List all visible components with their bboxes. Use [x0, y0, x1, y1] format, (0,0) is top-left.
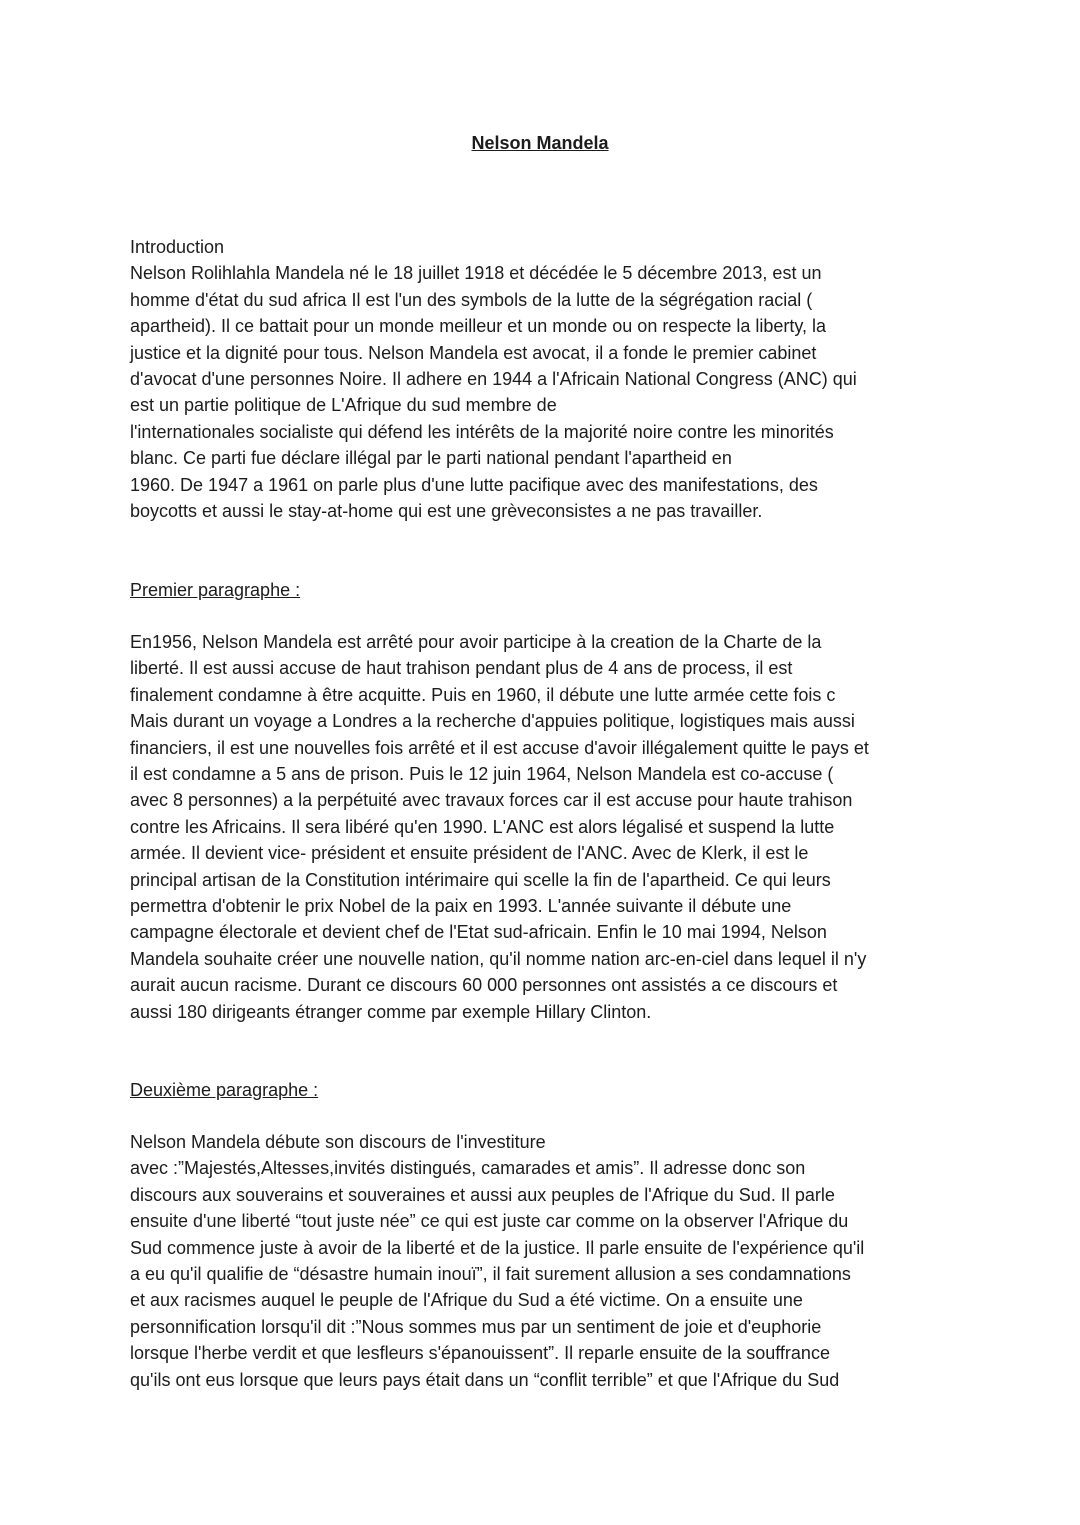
document-title: Nelson Mandela [471, 133, 609, 153]
intro-line: d'avocat d'une personnes Noire. Il adhere en 1944 a l'Africain National Congress (ANC) qui [130, 369, 857, 390]
premier-line: permettra d'obtenir le prix Nobel de la paix en 1993. L'année suivante il débute une [130, 896, 792, 917]
premier-line: avec 8 personnes) a la perpétuité avec travaux forces car il est accuse pour haute trahison [130, 790, 853, 811]
premier-line: aussi 180 dirigeants étranger comme par exemple Hillary Clinton. [130, 1001, 652, 1022]
intro-line: l'internationales socialiste qui défend les intérêts de la majorité noire contre les minorités [130, 421, 834, 442]
deuxieme-line: Sud commence juste à avoir de la liberté et de la justice. Il parle ensuite de l'expérience qu'il [130, 1237, 865, 1258]
premier-line: En1956, Nelson Mandela est arrêté pour avoir participe à la creation de la Charte de la [130, 632, 822, 652]
premier-line: Mandela souhaite créer une nouvelle nation, qu'il nomme nation arc-en-ciel dans lequel il n'y [130, 948, 867, 969]
intro-line: justice et la dignité pour tous. Nelson Mandela est avocat, il a fonde le premier cabinet [130, 342, 817, 363]
premier-line: aurait aucun racisme. Durant ce discours 60 000 personnes ont assistés a ce discours et [130, 975, 838, 996]
introduction-label: Introduction [130, 237, 225, 257]
intro-line: apartheid). Il ce battait pour un monde meilleur et un monde ou on respecte la liberty, la [130, 316, 827, 337]
deuxieme-line: Nelson Mandela débute son discours de l'investiture [130, 1132, 546, 1152]
intro-line: Nelson Rolihlahla Mandela né le 18 juillet 1918 et décédée le 5 décembre 2013, est un [130, 263, 822, 284]
intro-line: homme d'état du sud africa Il est l'un des symbols de la lutte de la ségrégation racial ( [130, 289, 813, 310]
premier-line: campagne électorale et devient chef de l'Etat sud-africain. Enfin le 10 mai 1994, Nelson [130, 922, 827, 943]
deuxieme-line: et aux racismes auquel le peuple de l'Afrique du Sud a été victime. On a ensuite une [130, 1290, 803, 1311]
intro-line: 1960. De 1947 a 1961 on parle plus d'une lutte pacifique avec des manifestations, des [130, 474, 818, 495]
introduction-section [130, 234, 960, 524]
deuxieme-line: discours aux souverains et souveraines et aussi aux peuples de l'Afrique du Sud. Il parle [130, 1184, 835, 1205]
premier-line: armée. Il devient vice- président et ensuite président de l'ANC. Avec de Klerk, il est le [130, 843, 809, 864]
premier-line: principal artisan de la Constitution intérimaire qui scelle la fin de l'apartheid. Ce qui leurs [130, 869, 831, 890]
deuxieme-line: lorsque l'herbe verdit et que lesfleurs s'épanouissent”. Il reparle ensuite de la souffrance [130, 1343, 830, 1364]
deuxieme-line: personnification lorsqu'il dit :”Nous sommes mus par un sentiment de joie et d'euphorie [130, 1316, 822, 1337]
premier-line: Mais durant un voyage a Londres a la recherche d'appuies politique, logistiques mais aussi [130, 711, 855, 732]
deuxieme-line: a eu qu'il qualifie de “désastre humain inouï”, il fait surement allusion a ses condamnations [130, 1264, 851, 1285]
premier-line: contre les Africains. Il sera libéré qu'en 1990. L'ANC est alors légalisé et suspend la lutte [130, 816, 835, 837]
premier-paragraphe-body [130, 629, 960, 1025]
deuxieme-paragraphe-body [130, 1129, 960, 1393]
premier-line: il est condamne a 5 ans de prison. Puis le 12 juin 1964, Nelson Mandela est co-accuse ( [130, 764, 834, 785]
intro-line: blanc. Ce parti fue déclare illégal par le parti national pendant l'apartheid en [130, 448, 732, 469]
premier-line: finalement condamne à être acquitte. Puis en 1960, il débute une lutte armée cette fois c [130, 684, 836, 705]
deuxieme-paragraphe-heading: Deuxième paragraphe : [130, 1080, 319, 1100]
intro-line: est un partie politique de L'Afrique du sud membre de [130, 395, 557, 416]
deuxieme-line: avec :”Majestés,Altesses,invités distingués, camarades et amis”. Il adresse donc son [130, 1158, 806, 1179]
premier-line: financiers, il est une nouvelles fois arrêté et il est accuse d'avoir illégalement quitte le pays et [130, 737, 869, 758]
deuxieme-line: qu'ils ont eus lorsque que leurs pays était dans un “conflit terrible” et que l'Afrique du Sud [130, 1369, 840, 1390]
deuxieme-line: ensuite d'une liberté “tout juste née” ce qui est juste car comme on la observer l'Afrique du [130, 1211, 849, 1232]
intro-line: boycotts et aussi le stay-at-home qui est une grèveconsistes a ne pas travailler. [130, 501, 763, 522]
premier-line: liberté. Il est aussi accuse de haut trahison pendant plus de 4 ans de process, il est [130, 658, 793, 679]
premier-paragraphe-heading: Premier paragraphe : [130, 580, 301, 600]
